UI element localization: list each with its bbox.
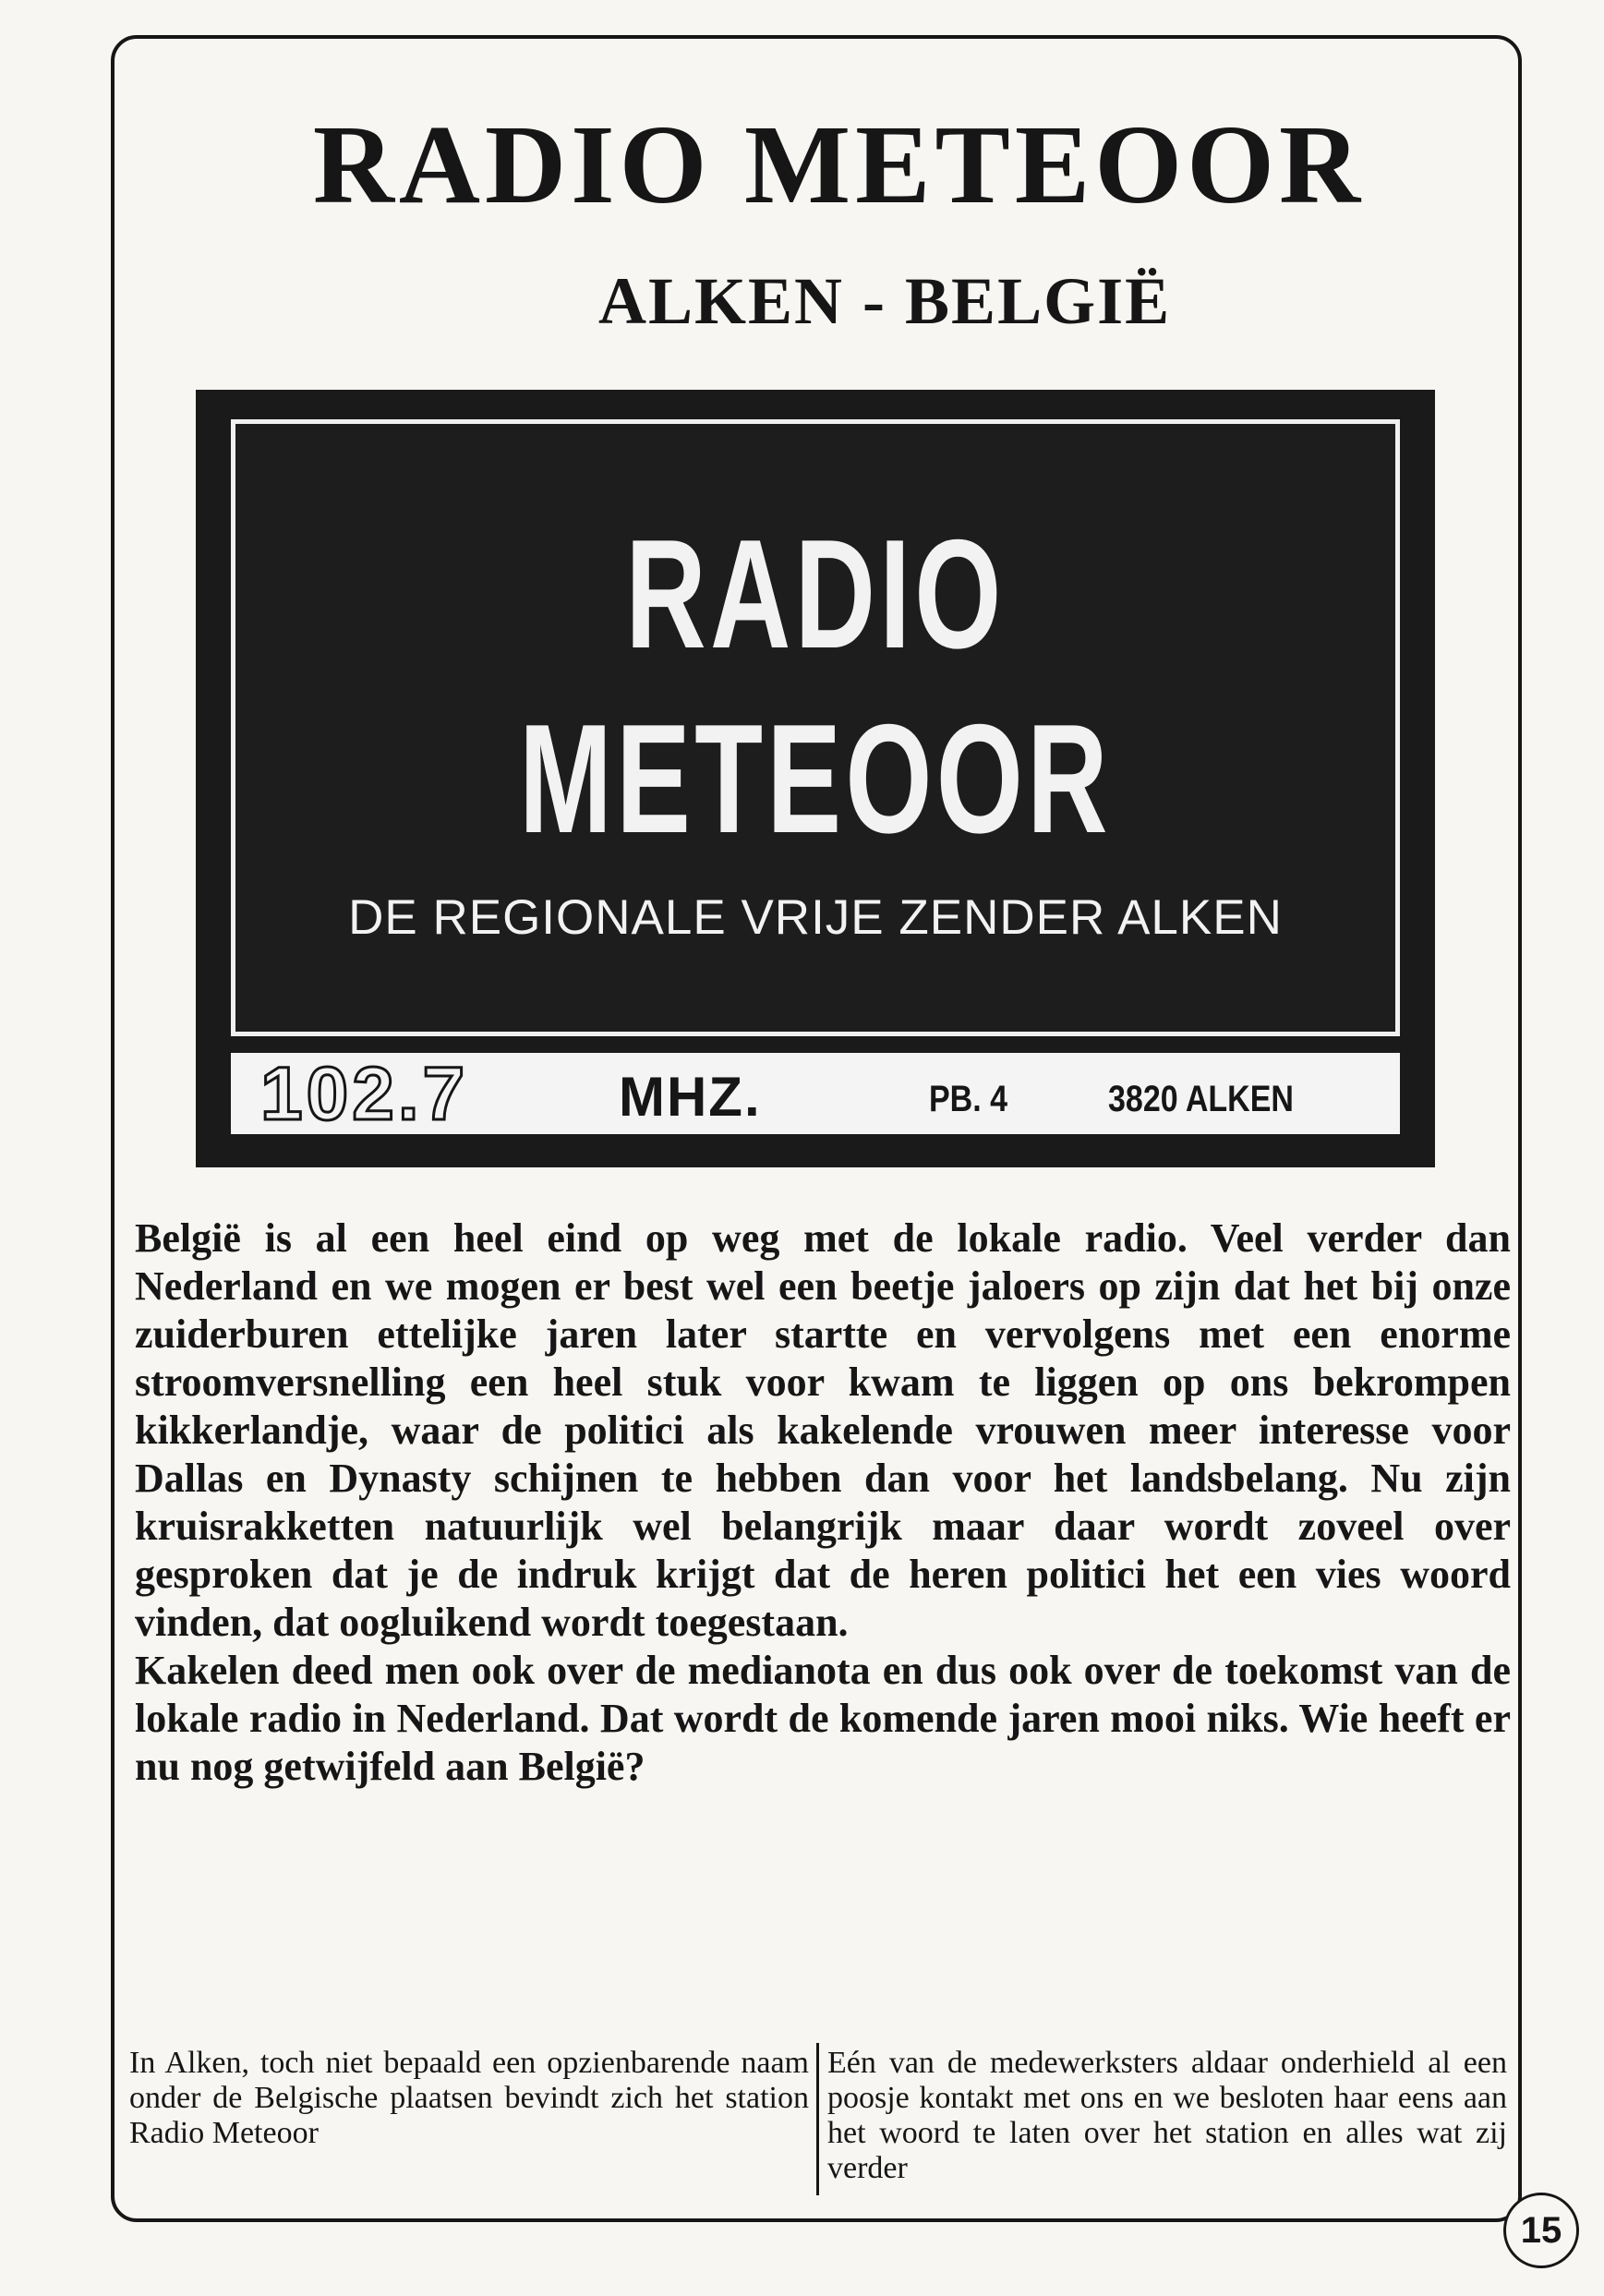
station-logo (196, 390, 1435, 1167)
article-paragraph-2: Kakelen deed men ook over de medianota en dus ook over de toekomst van de lokale radio in Nederland. Dat wordt de komende jaren mooi niks. Wie heeft er nu nog getwijfeld aan België? (135, 1648, 1511, 1789)
frequency-unit: MHZ. (619, 1066, 762, 1128)
postbox: PB. 4 (929, 1079, 1008, 1119)
logo-word-radio: RADIO (625, 507, 1006, 681)
logo-word-meteoor: METEOOR (519, 692, 1112, 865)
page-title: RADIO METEOOR (312, 103, 1366, 227)
article-paragraph-1: België is al een heel eind op weg met de lokale radio. Veel verder dan Nederland en we mogen er best wel een beetje jaloers op zijn dat het bij onze zuiderburen ettelijke jaren later startte en vervolgens met een enorme stroomversnelling een heel stuk voor kwam te liggen op ons bekrompen kikkerlandje, waar de politici als kakelende vrouwen meer interesse voor Dallas en Dynasty schijnen te hebben dan voor het landsbelang. Nu zijn kruisrakketten natuurlijk wel belangrijk maar daar wordt zoveel over gesproken dat je de indruk krijgt dat de heren politici het een vies woord vinden, dat oogluikend wordt toegestaan. (135, 1215, 1511, 1645)
article-body (135, 1214, 1511, 1791)
postal-city: 3820 ALKEN (1108, 1079, 1294, 1119)
page-number: 15 (1503, 2193, 1579, 2268)
frequency-strip (231, 1053, 1400, 1134)
column-right: Eén van de medewerksters aldaar onderhield al een poosje kontakt met ons en we besloten haar eens aan het woord te laten over het station en alles wat zij verder (827, 2046, 1507, 2185)
logo-banner (231, 419, 1400, 1036)
column-divider (816, 2043, 819, 2195)
logo-tagline: DE REGIONALE VRIJE ZENDER ALKEN (348, 890, 1283, 945)
frequency-value: 102.7 (260, 1052, 469, 1136)
column-left: In Alken, toch niet bepaald een opzienbarende naam onder de Belgische plaatsen bevindt zich het station Radio Meteoor (129, 2046, 809, 2150)
page-subtitle: ALKEN - BELGIË (598, 264, 1172, 338)
